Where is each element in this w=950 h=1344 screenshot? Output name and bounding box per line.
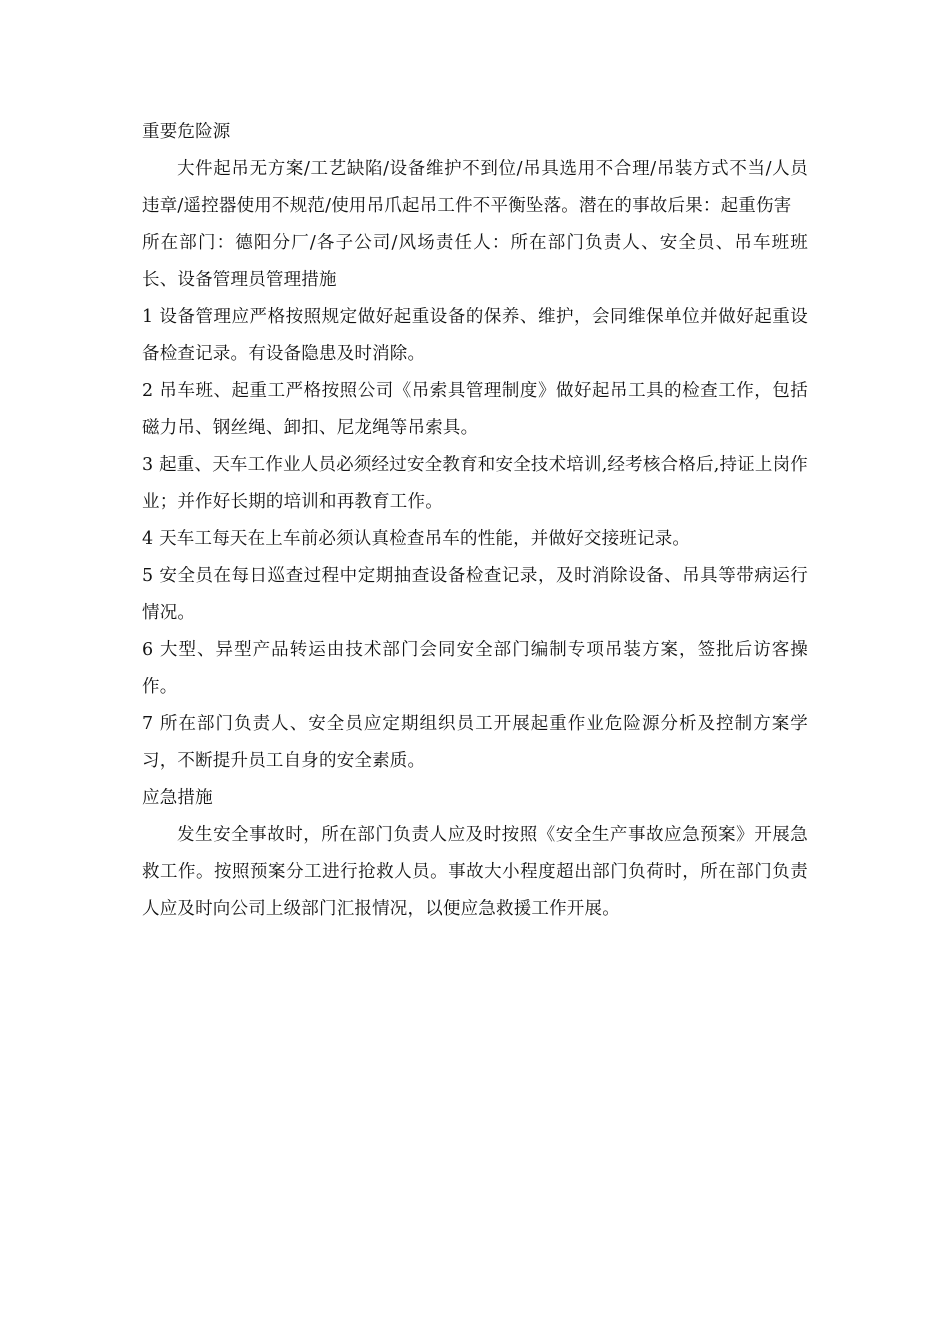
document-body [142, 114, 808, 928]
measure-item-5: 5 安全员在每日巡查过程中定期抽查设备检查记录，及时消除设备、吊具等带病运行情况。 [142, 566, 808, 623]
measure-item-3: 3 起重、天车工作业人员必须经过安全教育和安全技术培训,经考核合格后,持证上岗作业；并作好长期的培训和再教育工作。 [142, 455, 808, 512]
emergency-section-title: 应急措施 [142, 788, 213, 808]
department-line: 所在部门：德阳分厂/各子公司/风场责任人：所在部门负责人、安全员、吊车班班长、设备管理员管理措施 [142, 233, 808, 290]
measure-item-2: 2 吊车班、起重工严格按照公司《吊索具管理制度》做好起吊工具的检查工作，包括磁力吊、钢丝绳、卸扣、尼龙绳等吊索具。 [142, 381, 808, 438]
hazard-section-title: 重要危险源 [142, 122, 231, 142]
emergency-description: 发生安全事故时，所在部门负责人应及时按照《安全生产事故应急预案》开展急救工作。按照预案分工进行抢救人员。事故大小程度超出部门负荷时，所在部门负责人应及时向公司上级部门汇报情况，以便应急救援工作开展。 [142, 825, 808, 919]
measure-item-7: 7 所在部门负责人、安全员应定期组织员工开展起重作业危险源分析及控制方案学习，不断提升员工自身的安全素质。 [142, 714, 808, 771]
measure-item-6: 6 大型、异型产品转运由技术部门会同安全部门编制专项吊装方案，签批后访客操作。 [142, 640, 808, 697]
measure-item-1: 1 设备管理应严格按照规定做好起重设备的保养、维护，会同维保单位并做好起重设备检查记录。有设备隐患及时消除。 [142, 307, 808, 364]
measure-item-4: 4 天车工每天在上车前必须认真检查吊车的性能，并做好交接班记录。 [142, 529, 691, 549]
hazard-description: 大件起吊无方案/工艺缺陷/设备维护不到位/吊具选用不合理/吊装方式不当/人员违章/遥控器使用不规范/使用吊爪起吊工件不平衡坠落。潜在的事故后果：起重伤害 [142, 159, 808, 216]
